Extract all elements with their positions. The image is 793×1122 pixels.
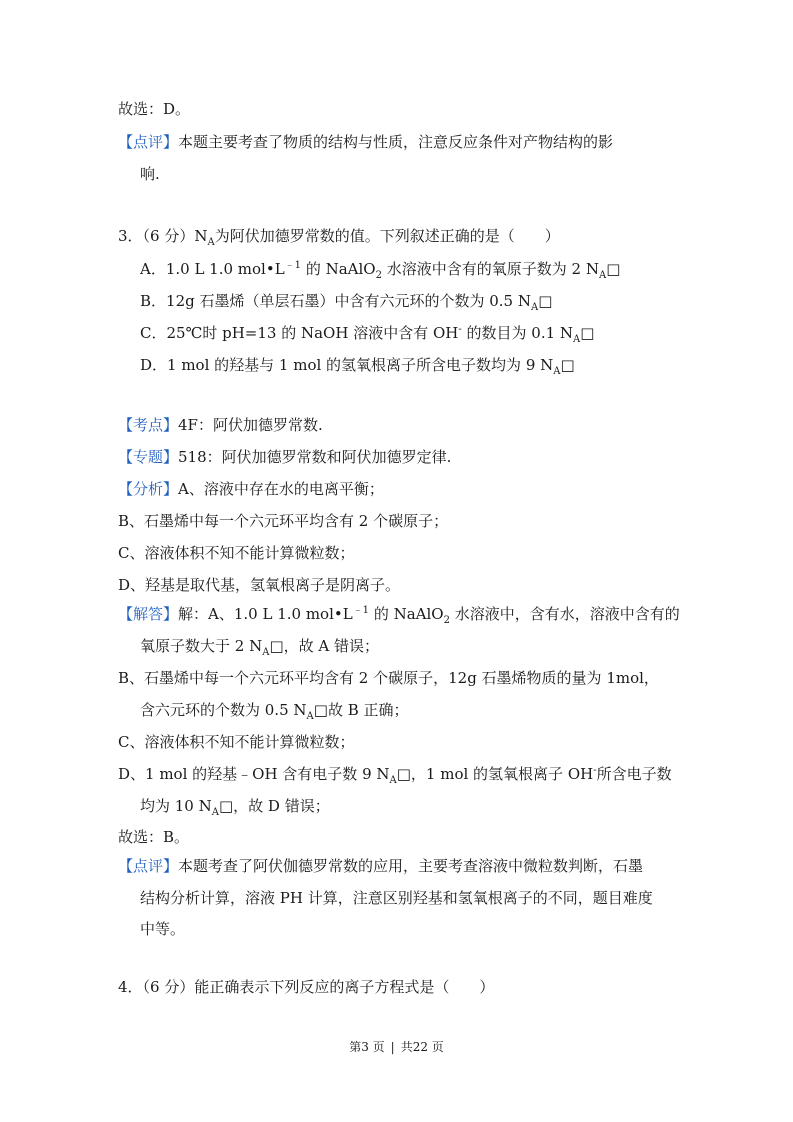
fenxi-c: C、溶液体积不知不能计算微粒数； — [118, 544, 355, 562]
option-text: D．1 mol 的羟基与 1 mol 的氢氧根离子所含电子数均为 9 N — [140, 356, 554, 374]
jieda-text: 氧原子数大于 2 N — [140, 637, 263, 655]
zhuanti-text: 518：阿伏加德罗常数和阿伏加德罗定律. — [178, 448, 452, 466]
option-text: □ — [560, 356, 575, 374]
jieda-sub: A — [306, 711, 314, 722]
jieda-sup: - — [593, 765, 597, 776]
kaodian-tag: 【考点】 — [118, 416, 179, 434]
review-text: 本题主要考查了物质的结构与性质，注意反应条件对产物结构的影 — [178, 133, 614, 151]
option-sub: A — [573, 334, 581, 345]
jieda-b2 — [140, 699, 409, 721]
question-4-stem — [118, 976, 494, 998]
jieda-c: C、溶液体积不知不能计算微粒数； — [118, 733, 355, 751]
option-text: □ — [580, 324, 595, 342]
jieda-d1 — [118, 763, 672, 785]
fenxi — [118, 478, 384, 500]
stem-text: 能正确表示下列反应的离子方程式是（ ） — [194, 978, 495, 996]
dianping-tag: 【点评】 — [118, 857, 179, 875]
stem-text: 为阿伏加德罗常数的值。下列叙述正确的是（ ） — [214, 227, 560, 245]
option-sub: A — [531, 302, 539, 313]
jieda-tag: 【解答】 — [118, 605, 179, 623]
dianping-3: 中等。 — [140, 920, 186, 938]
prev-review-cont: 响. — [140, 165, 160, 183]
dianping — [118, 855, 643, 877]
option-text: 的数目为 0.1 N — [461, 324, 574, 342]
stem-n: N — [194, 227, 208, 245]
jieda-text: 所含电子数 — [596, 765, 672, 783]
jieda-text: 解：A、1.0 L 1.0 mol•L — [178, 605, 353, 623]
jieda-text: 水溶液中，含有水，溶液中含有的 — [449, 605, 680, 623]
zhuanti — [118, 446, 451, 468]
option-sub: 2 — [375, 270, 382, 281]
option-b — [140, 290, 552, 312]
jieda-a1 — [118, 603, 680, 625]
jieda-text: □，1 mol 的氢氧根离子 OH — [396, 765, 594, 783]
footer-separator: | — [390, 1040, 395, 1054]
dianping-2: 结构分析计算，溶液 PH 计算，注意区别羟基和氢氧根离子的不同，题目难度 — [140, 889, 653, 907]
zhuanti-tag: 【专题】 — [118, 448, 179, 466]
option-sup: ﹣1 — [284, 260, 302, 271]
dianping-text: 本题考查了阿伏伽德罗常数的应用，主要考查溶液中微粒数判断，石墨 — [178, 857, 644, 875]
jieda-text: 含六元环的个数为 0.5 N — [140, 701, 307, 719]
jieda-a2 — [140, 635, 379, 657]
page-number: 第3 页 — [349, 1040, 385, 1054]
option-text: 水溶液中含有的氧原子数为 2 N — [381, 260, 599, 278]
page-total: 共22 页 — [400, 1040, 444, 1054]
review-tag: 【点评】 — [118, 133, 179, 151]
question-3-stem — [118, 225, 560, 247]
option-sub: A — [553, 366, 561, 377]
jieda-text: 均为 10 N — [140, 797, 212, 815]
jieda-text: D、1 mol 的羟基﹣OH 含有电子数 9 N — [118, 765, 390, 783]
question-number: 3． — [118, 227, 143, 245]
fenxi-d: D、羟基是取代基，氢氧根离子是阴离子。 — [118, 576, 401, 594]
question-score: （6 分） — [142, 978, 195, 996]
kaodian — [118, 414, 323, 436]
jieda-sub: 2 — [443, 615, 450, 626]
option-text: C．25℃时 pH=13 的 NaOH 溶液中含有 OH — [140, 324, 459, 342]
page-footer — [0, 1038, 793, 1055]
jieda-d2 — [140, 795, 330, 817]
option-d — [140, 354, 575, 376]
fenxi-text: A、溶液中存在水的电离平衡； — [178, 480, 384, 498]
option-sup: - — [458, 324, 462, 335]
jieda-text: □，故 D 错误； — [218, 797, 330, 815]
option-text: B．12g 石墨烯（单层石墨）中含有六元环的个数为 0.5 N — [140, 292, 531, 310]
prev-answer: 故选：D。 — [118, 100, 191, 118]
jieda-sub: A — [389, 775, 397, 786]
option-sub: A — [598, 270, 607, 281]
option-text: □ — [606, 260, 621, 278]
fenxi-b: B、石墨烯中每一个六元环平均含有 2 个碳原子； — [118, 512, 449, 530]
option-text: 的 NaAlO — [301, 260, 376, 278]
jieda-sup: ﹣1 — [352, 605, 370, 616]
kaodian-text: 4F：阿伏加德罗常数. — [178, 416, 323, 434]
option-text: A．1.0 L 1.0 mol•L — [140, 260, 285, 278]
fenxi-tag: 【分析】 — [118, 480, 179, 498]
option-text: □ — [538, 292, 553, 310]
question-number: 4． — [118, 978, 143, 996]
stem-sub: A — [207, 237, 215, 248]
jieda-sub: A — [211, 807, 219, 818]
prev-review — [118, 131, 613, 153]
option-c — [140, 322, 594, 344]
jieda-b1: B、石墨烯中每一个六元环平均含有 2 个碳原子，12g 石墨烯物质的量为 1mol， — [118, 669, 659, 687]
jieda-text: □，故 A 错误； — [269, 637, 379, 655]
jieda-text: □故 B 正确； — [313, 701, 409, 719]
q3-answer: 故选：B。 — [118, 828, 190, 846]
jieda-text: 的 NaAlO — [369, 605, 444, 623]
option-a — [140, 258, 620, 280]
jieda-sub: A — [262, 647, 270, 658]
question-score: （6 分） — [142, 227, 195, 245]
